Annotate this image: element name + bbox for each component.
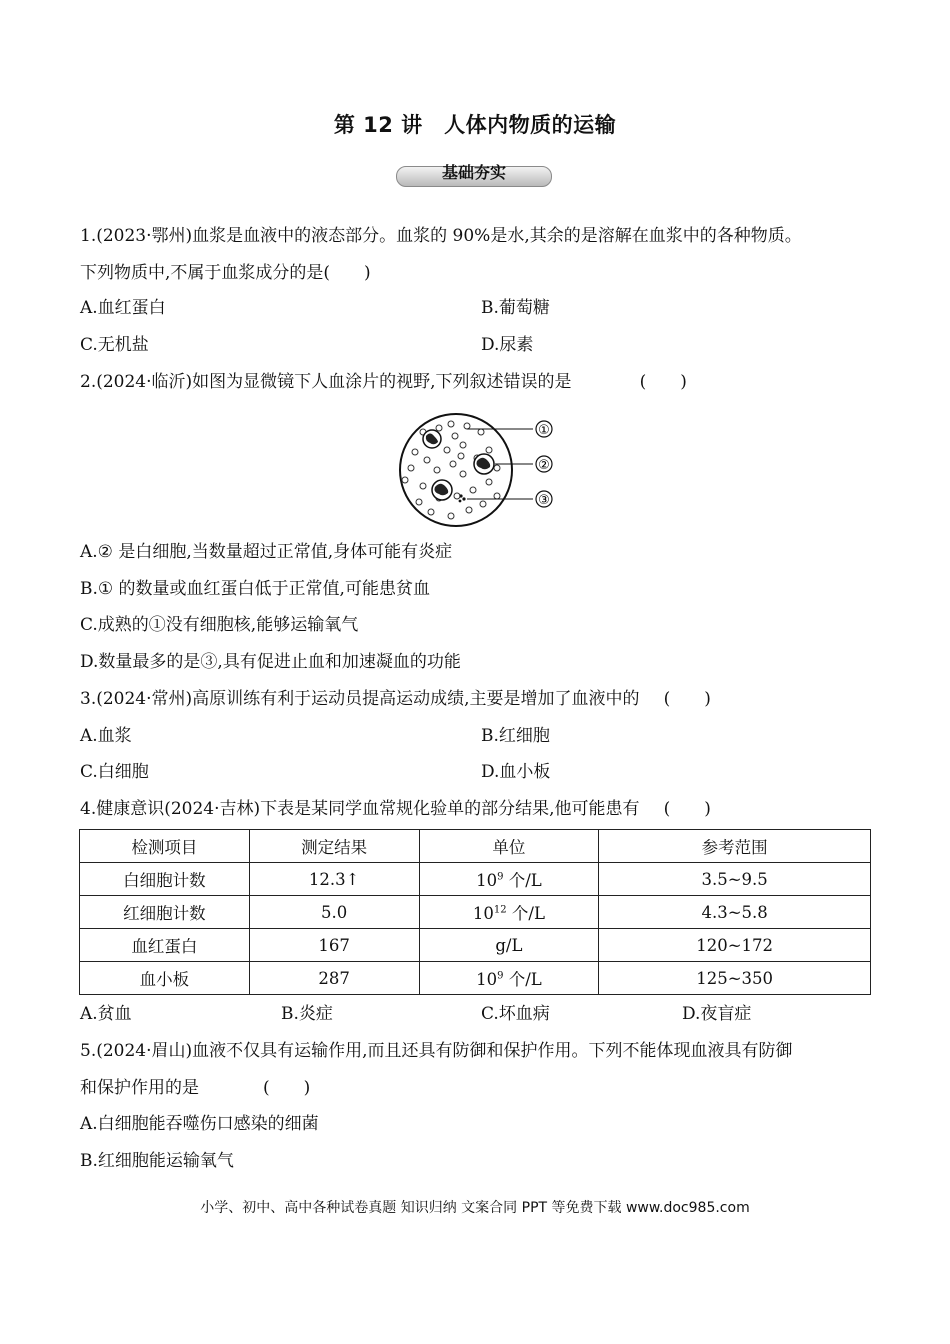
q2-option-a: A.② 是白细胞,当数量超过正常值,身体可能有炎症 [80, 542, 453, 562]
blood-smear-figure [393, 412, 563, 528]
q3-answer-paren: ( ) [663, 689, 711, 709]
figure-labels [536, 421, 552, 508]
table-cell-range: 4.3~5.8 [599, 896, 871, 929]
table-cell-result: 287 [249, 962, 419, 995]
q3-option-a: A.血浆 [80, 726, 132, 746]
table-cell-item: 白细胞计数 [80, 863, 250, 896]
table-cell-unit: $10^{12}$ 个/L [419, 896, 599, 929]
q1-option-b: B.葡萄糖 [481, 298, 550, 318]
q5-stem-text: 和保护作用的是 [80, 1078, 199, 1098]
q1-option-d: D.尿素 [481, 335, 534, 355]
table-cell-item: 红细胞计数 [80, 896, 250, 929]
q4-answer-paren: ( ) [663, 799, 711, 819]
page-footer: 小学、初中、高中各种试卷真题 知识归纳 文案合同 PPT 等免费下载 www.doc985.com [200, 1200, 750, 1216]
table-header-unit: 单位 [419, 830, 599, 863]
table-cell-unit: $10^9$ 个/L [419, 962, 599, 995]
figure-label-1: ① [538, 423, 550, 438]
q4-option-a: A.贫血 [80, 1004, 132, 1024]
q5-option-b: B.红细胞能运输氧气 [80, 1151, 234, 1171]
q2-stem-text: 2.(2024·临沂)如图为显微镜下人血涂片的视野,下列叙述错误的是 [80, 372, 572, 392]
table-cell-result: 167 [249, 929, 419, 962]
q4-stem-text: 4.健康意识(2024·吉林)下表是某同学血常规化验单的部分结果,他可能患有 [80, 799, 640, 819]
table-cell-item: 血红蛋白 [80, 929, 250, 962]
section-badge-label: 基础夯实 [441, 163, 506, 182]
q1-option-a: A.血红蛋白 [80, 298, 166, 318]
q5-stem-line1: 5.(2024·眉山)血液不仅具有运输作用,而且还具有防御和保护作用。下列不能体现血液具有防御 [80, 1041, 793, 1061]
table-header-result: 测定结果 [249, 830, 419, 863]
q1-stem-line2: 下列物质中,不属于血浆成分的是( ) [80, 263, 371, 283]
q4-option-d: D.夜盲症 [682, 1004, 752, 1024]
q3-option-c: C.白细胞 [80, 762, 149, 782]
table-cell-item: 血小板 [80, 962, 250, 995]
table-row [80, 896, 871, 929]
table-cell-result: 12.3↑ [249, 863, 419, 896]
q4-stem [80, 798, 711, 820]
q5-stem-line2 [80, 1077, 310, 1099]
q3-option-d: D.血小板 [481, 762, 551, 782]
q2-answer-paren: ( ) [639, 372, 687, 392]
q2-option-d: D.数量最多的是③,具有促进止血和加速凝血的功能 [80, 652, 461, 672]
table-row [80, 962, 871, 995]
table-header-row [80, 830, 871, 863]
q4-option-c: C.坏血病 [481, 1004, 550, 1024]
table-cell-result: 5.0 [249, 896, 419, 929]
q1-option-c: C.无机盐 [80, 335, 149, 355]
q2-stem [80, 371, 687, 393]
table-cell-range: 3.5~9.5 [599, 863, 871, 896]
table-header-range: 参考范围 [599, 830, 871, 863]
figure-label-3: ③ [538, 493, 550, 508]
table-header-item: 检测项目 [80, 830, 250, 863]
q5-answer-paren: ( ) [263, 1078, 311, 1098]
table-row [80, 929, 871, 962]
blood-test-table [79, 829, 871, 995]
q5-option-a: A.白细胞能吞噬伤口感染的细菌 [80, 1114, 319, 1134]
q3-stem [80, 688, 711, 710]
q1-stem-line1: 1.(2023·鄂州)血浆是血液中的液态部分。血浆的 90%是水,其余的是溶解在血浆中的各种物质。 [80, 226, 802, 246]
q4-option-b: B.炎症 [281, 1004, 333, 1024]
table-cell-range: 120~172 [599, 929, 871, 962]
q3-option-b: B.红细胞 [481, 726, 550, 746]
table-cell-unit: g/L [419, 929, 599, 962]
table-cell-range: 125~350 [599, 962, 871, 995]
table-cell-unit: $10^9$ 个/L [419, 863, 599, 896]
q2-option-b: B.① 的数量或血红蛋白低于正常值,可能患贫血 [80, 579, 430, 599]
table-row [80, 863, 871, 896]
figure-label-2: ② [538, 458, 550, 473]
section-badge [396, 158, 552, 186]
q3-stem-text: 3.(2024·常州)高原训练有利于运动员提高运动成绩,主要是增加了血液中的 [80, 689, 640, 709]
q2-option-c: C.成熟的①没有细胞核,能够运输氧气 [80, 615, 359, 635]
page-title: 第 12 讲 人体内物质的运输 [333, 113, 617, 137]
